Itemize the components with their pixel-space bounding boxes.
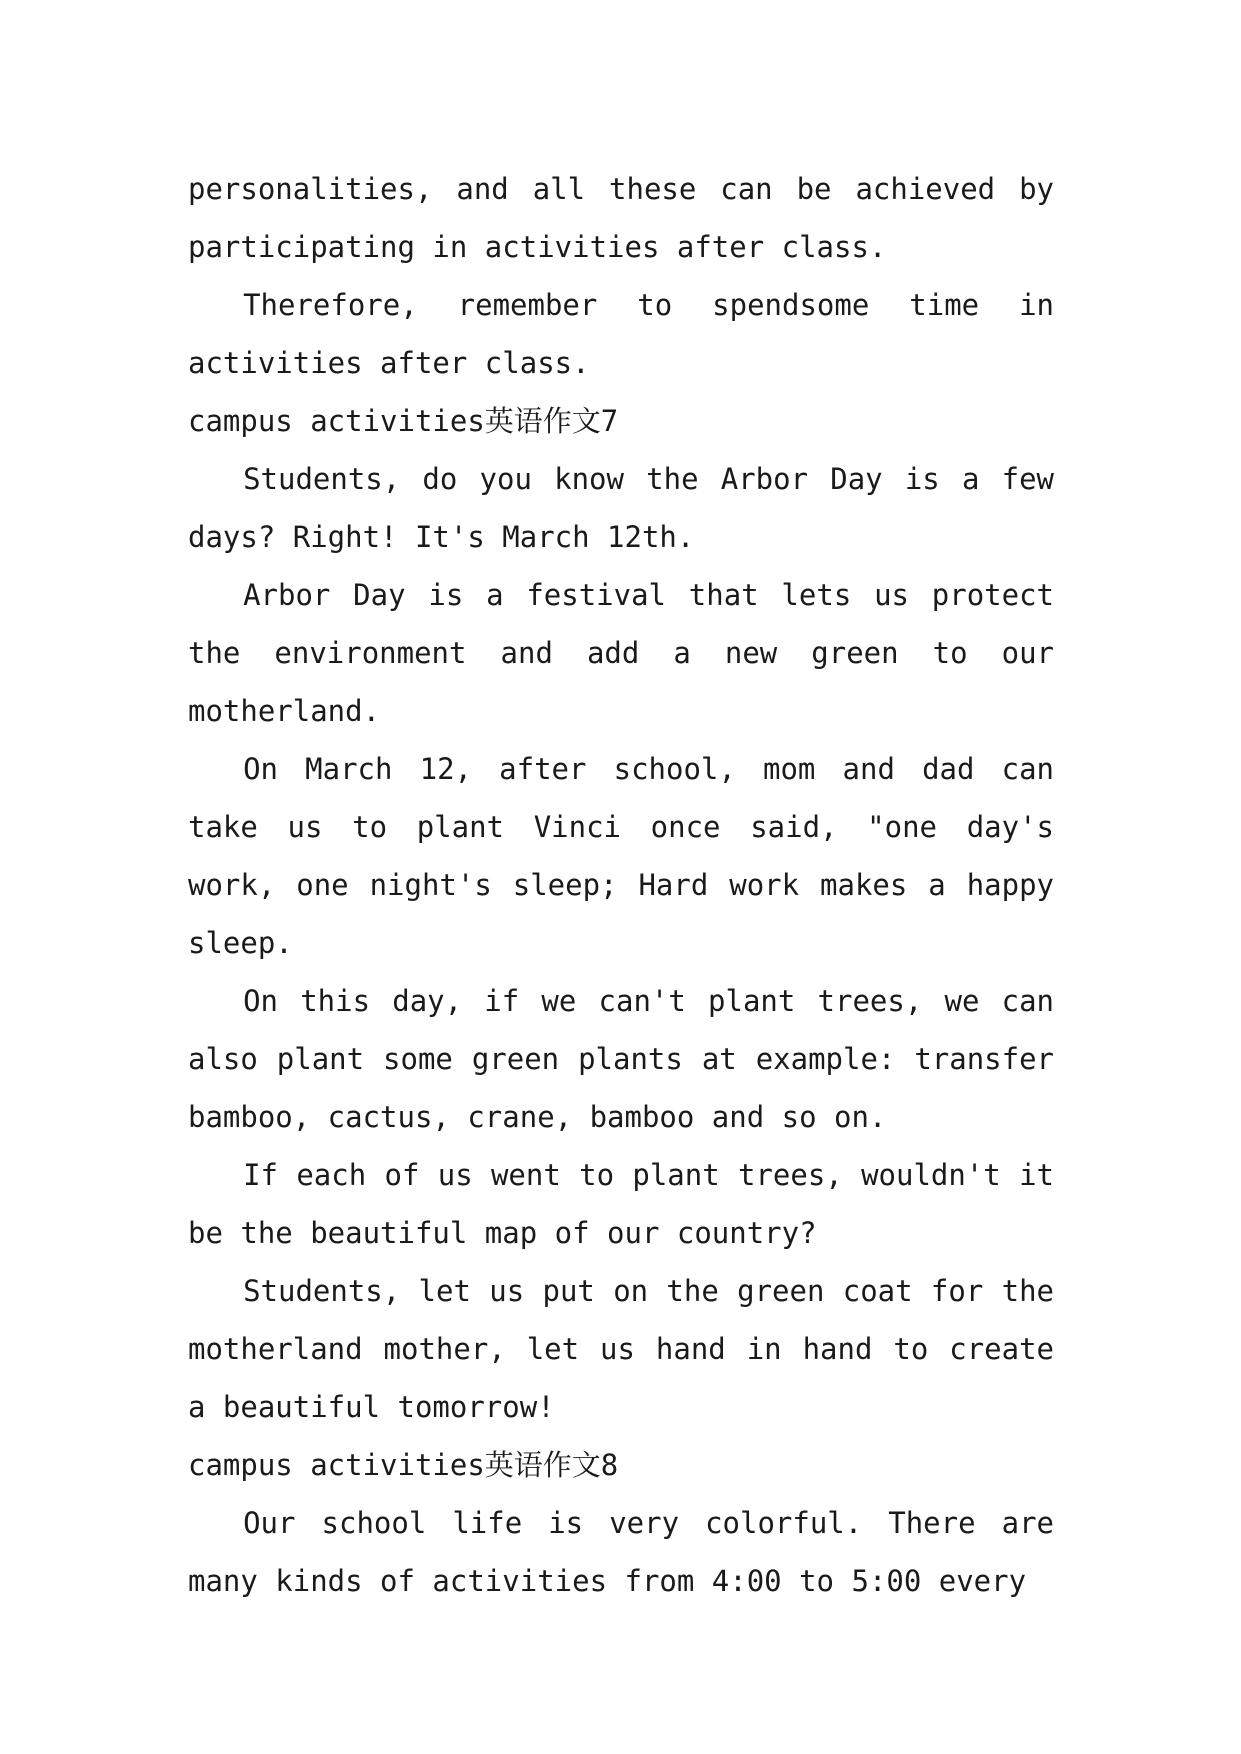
document-page: [188, 160, 1054, 1610]
paragraph: personalities, and all these can be achieved by participating in activities after class.: [188, 172, 1054, 264]
paragraph: Our school life is very colorful. There are many kinds of activities from 4:00 to 5:00 every: [188, 1506, 1054, 1598]
section-heading: campus activities英语作文8: [188, 1448, 619, 1482]
section-heading: campus activities英语作文7: [188, 404, 619, 438]
paragraph: If each of us went to plant trees, wouldn't it be the beautiful map of our country?: [188, 1158, 1054, 1250]
paragraph: On this day, if we can't plant trees, we can also plant some green plants at example: transfer bamboo, cactus, crane, bamboo and so on.: [188, 984, 1054, 1134]
paragraph: Therefore, remember to spendsome time in activities after class.: [188, 288, 1054, 380]
paragraph: On March 12, after school, mom and dad can take us to plant Vinci once said, "one day's work, one night's sleep; Hard work makes a happy sleep.: [188, 752, 1054, 960]
paragraph: Students, let us put on the green coat for the motherland mother, let us hand in hand to create a beautiful tomorrow!: [188, 1274, 1054, 1424]
paragraph: Arbor Day is a festival that lets us protect the environment and add a new green to our motherland.: [188, 578, 1054, 728]
paragraph: Students, do you know the Arbor Day is a few days? Right! It's March 12th.: [188, 462, 1054, 554]
